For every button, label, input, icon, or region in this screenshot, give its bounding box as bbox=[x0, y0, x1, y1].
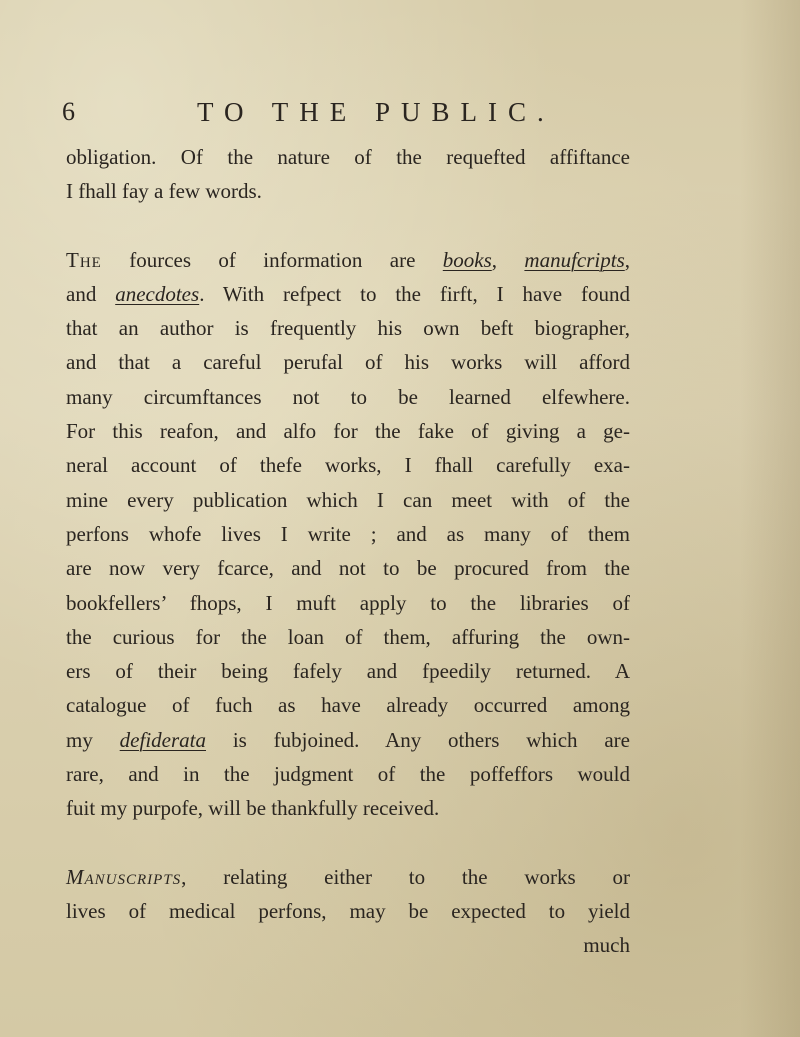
text-run: . With refpect to the firft, I have found bbox=[199, 281, 630, 306]
paragraph-3 bbox=[66, 860, 630, 963]
text-line bbox=[66, 860, 630, 894]
text-line: rare, and in the judgment of the poffeffors would bbox=[66, 762, 630, 787]
text-run: my bbox=[66, 727, 120, 752]
text-line: the curious for the loan of them, affuring the own- bbox=[66, 624, 630, 649]
page-number: 6 bbox=[62, 97, 76, 126]
text-line: lives of medical perfons, may be expected to yield bbox=[66, 898, 630, 923]
text-run: fources of information are bbox=[101, 247, 443, 272]
text-line: For this reafon, and alfo for the fake of giving a ge- bbox=[66, 419, 630, 444]
text-line: that an author is frequently his own beft biographer, bbox=[66, 316, 630, 341]
text-line: obligation. Of the nature of the requefted affiftance bbox=[66, 145, 630, 169]
text-line: perfons whofe lives I write ; and as many of them bbox=[66, 521, 630, 546]
page-edge-shadow bbox=[740, 0, 800, 1037]
italic-anecdotes: anecdotes bbox=[115, 281, 200, 306]
small-caps-italic-lead: Manuscripts bbox=[66, 864, 182, 889]
page-header bbox=[62, 92, 752, 132]
catchword: much bbox=[583, 933, 630, 958]
text-line: neral account of thefe works, I fhall carefully exa- bbox=[66, 453, 630, 478]
text-line: mine every publication which I can meet with of the bbox=[66, 487, 630, 512]
text-line: catalogue of fuch as have already occurred among bbox=[66, 693, 630, 718]
text-line bbox=[66, 277, 630, 311]
body-text bbox=[66, 140, 630, 963]
text-line bbox=[66, 723, 630, 757]
text-line: and that a careful perufal of his works will afford bbox=[66, 350, 630, 375]
small-caps-lead: The bbox=[66, 247, 102, 272]
paragraph-2 bbox=[66, 243, 630, 826]
italic-books: books bbox=[442, 247, 492, 272]
paragraph-1 bbox=[66, 140, 630, 209]
italic-manuscripts: manufcripts bbox=[524, 247, 625, 272]
text-run: is fubjoined. Any others which are bbox=[206, 727, 630, 752]
text-run: , bbox=[624, 247, 630, 272]
text-line: ers of their being fafely and fpeedily returned. A bbox=[66, 659, 630, 684]
text-line: many circumftances not to be learned elfewhere. bbox=[66, 384, 630, 409]
text-line bbox=[66, 243, 630, 277]
text-run: , bbox=[491, 247, 525, 272]
text-line: bookfellers’ fhops, I muft apply to the libraries of bbox=[66, 590, 630, 615]
text-run: and bbox=[66, 281, 116, 306]
italic-desiderata: defiderata bbox=[119, 727, 206, 752]
text-run: , relating either to the works or bbox=[181, 864, 630, 889]
text-line: fuit my purpofe, will be thankfully received. bbox=[66, 796, 440, 821]
running-head: TO THE PUBLIC. bbox=[197, 97, 555, 127]
text-line: are now very fcarce, and not to be procured from the bbox=[66, 556, 630, 581]
text-line: I fhall fay a few words. bbox=[66, 179, 262, 204]
